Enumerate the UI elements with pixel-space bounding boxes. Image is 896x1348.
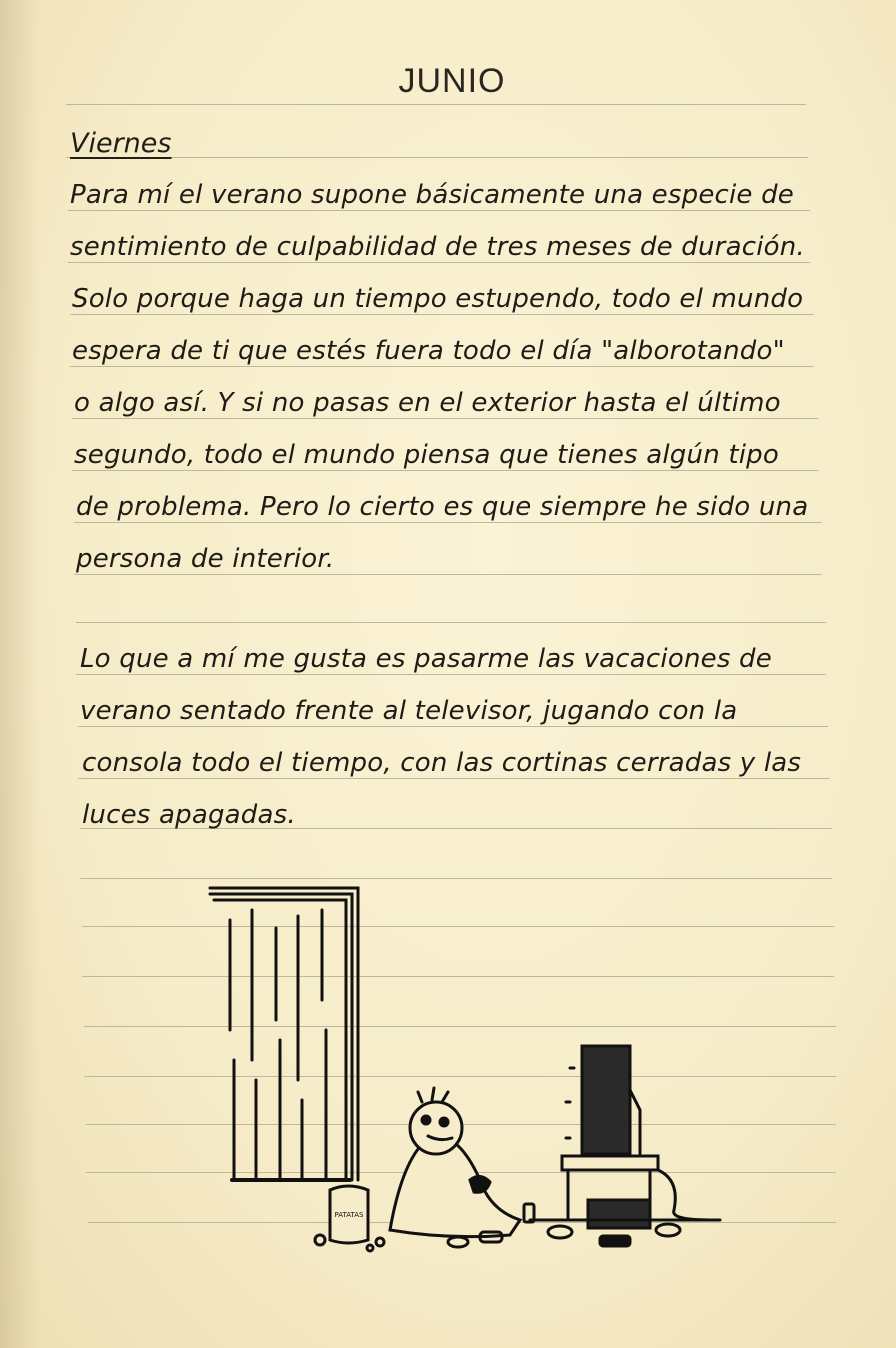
curtain-drawing xyxy=(210,888,358,1180)
text-line: luces apagadas. xyxy=(82,800,296,830)
text-line: persona de interior. xyxy=(76,544,335,574)
ruled-line xyxy=(68,210,810,211)
text-line: verano sentado frente al televisor, jugando con la xyxy=(80,696,738,726)
text-line: espera de ti que estés fuera todo el día "alborotando" xyxy=(72,336,785,366)
ruled-line xyxy=(78,778,830,779)
ruled-line xyxy=(76,674,826,675)
text-line: consola todo el tiempo, con las cortinas cerradas y las xyxy=(82,748,802,778)
ruled-line xyxy=(78,726,828,727)
illustration-boy-playing-videogames xyxy=(190,880,750,1260)
ruled-line xyxy=(80,878,832,879)
text-line: sentimiento de culpabilidad de tres meses de duración. xyxy=(70,232,805,262)
ruled-line xyxy=(74,574,822,575)
text-line: segundo, todo el mundo piensa que tienes algún tipo xyxy=(74,440,779,470)
text-line: Lo que a mí me gusta es pasarme las vacaciones de xyxy=(80,644,772,674)
ruled-line xyxy=(74,522,822,523)
page-gutter-shadow xyxy=(0,0,40,1348)
ruled-line xyxy=(72,418,818,419)
text-line: de problema. Pero lo cierto es que siempre he sido una xyxy=(76,492,809,522)
day-heading: Viernes xyxy=(70,128,172,159)
ruled-line xyxy=(76,622,826,623)
boy-drawing xyxy=(390,1088,520,1237)
chips-bag-drawing xyxy=(315,1186,384,1251)
ruled-line xyxy=(66,104,806,105)
ruled-line xyxy=(72,470,818,471)
text-line: o algo así. Y si no pasas en el exterior hasta el último xyxy=(74,388,781,418)
ruled-line xyxy=(66,157,808,158)
text-line: Para mí el verano supone básicamente una especie de xyxy=(70,180,794,210)
chips-bag-label: PATATAS xyxy=(334,1211,364,1219)
ruled-line xyxy=(70,366,814,367)
ruled-line xyxy=(68,262,810,263)
page-title-month: JUNIO xyxy=(398,62,506,100)
ruled-line xyxy=(70,314,814,315)
tv-and-console-drawing xyxy=(530,1046,720,1228)
text-line: Solo porque haga un tiempo estupendo, todo el mundo xyxy=(72,284,804,314)
